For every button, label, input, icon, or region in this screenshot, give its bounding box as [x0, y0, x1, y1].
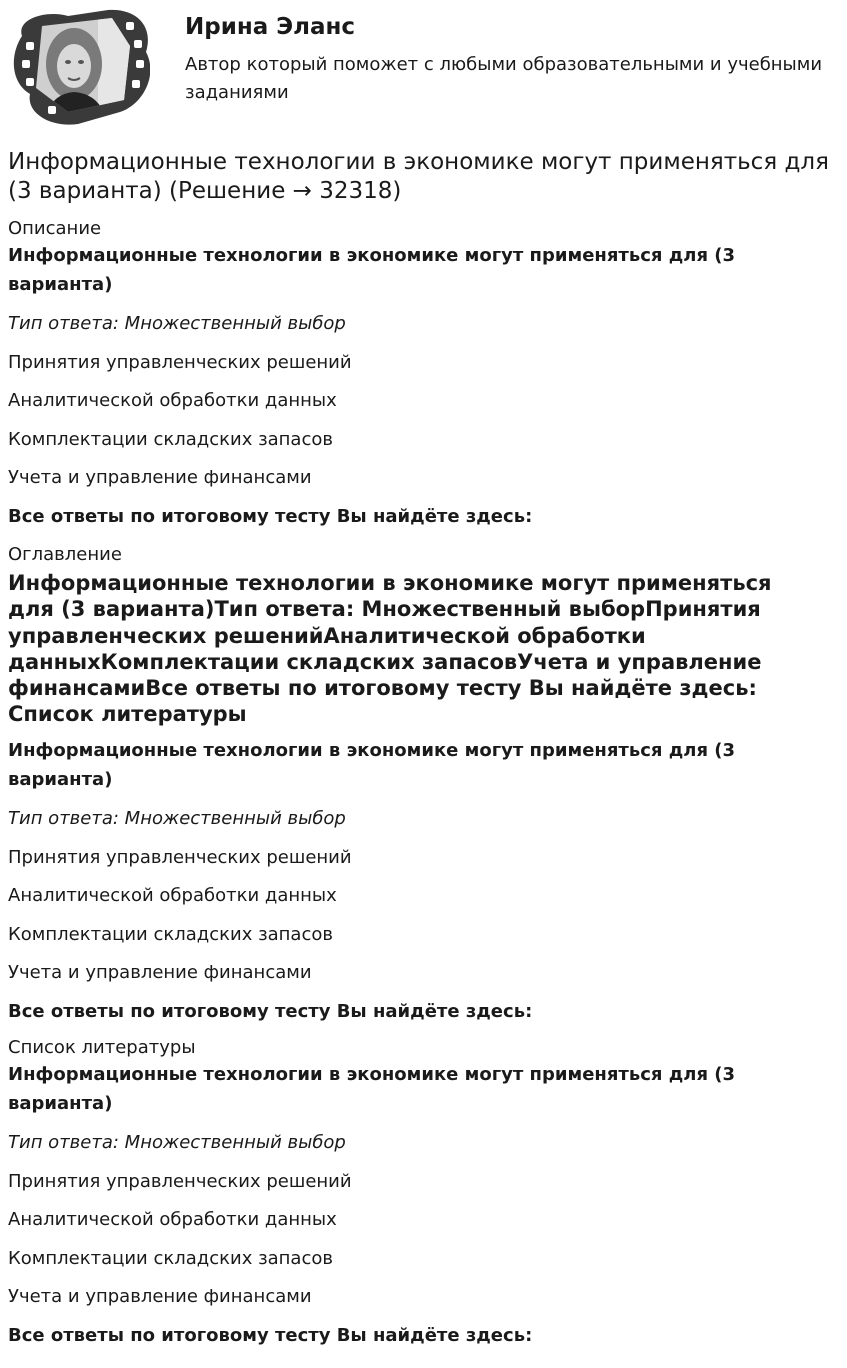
- author-tagline: Автор который поможет с любыми образовательными и учебными заданиями: [185, 54, 823, 103]
- author-name: Ирина Эланс: [185, 14, 356, 40]
- answer-option: Аналитической обработки данных: [8, 885, 337, 906]
- toc-label: Оглавление: [8, 544, 122, 565]
- answer-type: Тип ответа: Множественный выбор: [8, 313, 346, 334]
- answer-type: Тип ответа: Множественный выбор: [8, 1132, 346, 1153]
- answer-type: Тип ответа: Множественный выбор: [8, 808, 346, 829]
- answer-option: Учета и управление финансами: [8, 467, 312, 488]
- description-section: [8, 218, 838, 528]
- question-title: Информационные технологии в экономике могут применяться для (3 варианта): [8, 740, 736, 790]
- description-label: Описание: [8, 218, 102, 239]
- answer-option: Принятия управленческих решений: [8, 1170, 352, 1192]
- answer-option: Принятия управленческих решений: [8, 846, 352, 868]
- answers-link-text: Все ответы по итоговому тесту Вы найдёте здесь:: [8, 505, 533, 527]
- page-title: Информационные технологии в экономике могут применяться для (3 варианта) (Решение → 32318): [8, 149, 829, 204]
- toc-section: [8, 544, 838, 728]
- author-card: [8, 8, 838, 128]
- bibliography-label: Список литературы: [8, 1037, 196, 1058]
- question-title: Информационные технологии в экономике могут применяться для (3 варианта): [8, 1064, 736, 1114]
- answer-option: Принятия управленческих решений: [8, 351, 352, 373]
- toc-text: Информационные технологии в экономике могут применяться для (3 варианта)Тип ответа: Множественный выборПринятия управленческих решенийАналитической обработки данныхКомплектации складских запасовУчета и управление финансамиВсе ответы по итоговому тесту Вы найдёте здесь: Список литературы: [8, 571, 772, 727]
- answer-option: Комплектации складских запасов: [8, 923, 333, 945]
- answer-option: Аналитической обработки данных: [8, 390, 337, 411]
- bibliography-section: [8, 1037, 838, 1347]
- answers-link-text: Все ответы по итоговому тесту Вы найдёте здесь:: [8, 1324, 533, 1346]
- question-title: Информационные технологии в экономике могут применяться для (3 варианта): [8, 245, 736, 295]
- toc-body-section: [8, 737, 838, 1023]
- answer-option: Учета и управление финансами: [8, 1286, 312, 1307]
- answer-option: Комплектации складских запасов: [8, 1247, 333, 1269]
- answers-link-text: Все ответы по итоговому тесту Вы найдёте здесь:: [8, 1000, 533, 1022]
- author-avatar[interactable]: [8, 8, 150, 126]
- answer-option: Комплектации складских запасов: [8, 428, 333, 450]
- answer-option: Аналитической обработки данных: [8, 1209, 337, 1230]
- answer-option: Учета и управление финансами: [8, 962, 312, 983]
